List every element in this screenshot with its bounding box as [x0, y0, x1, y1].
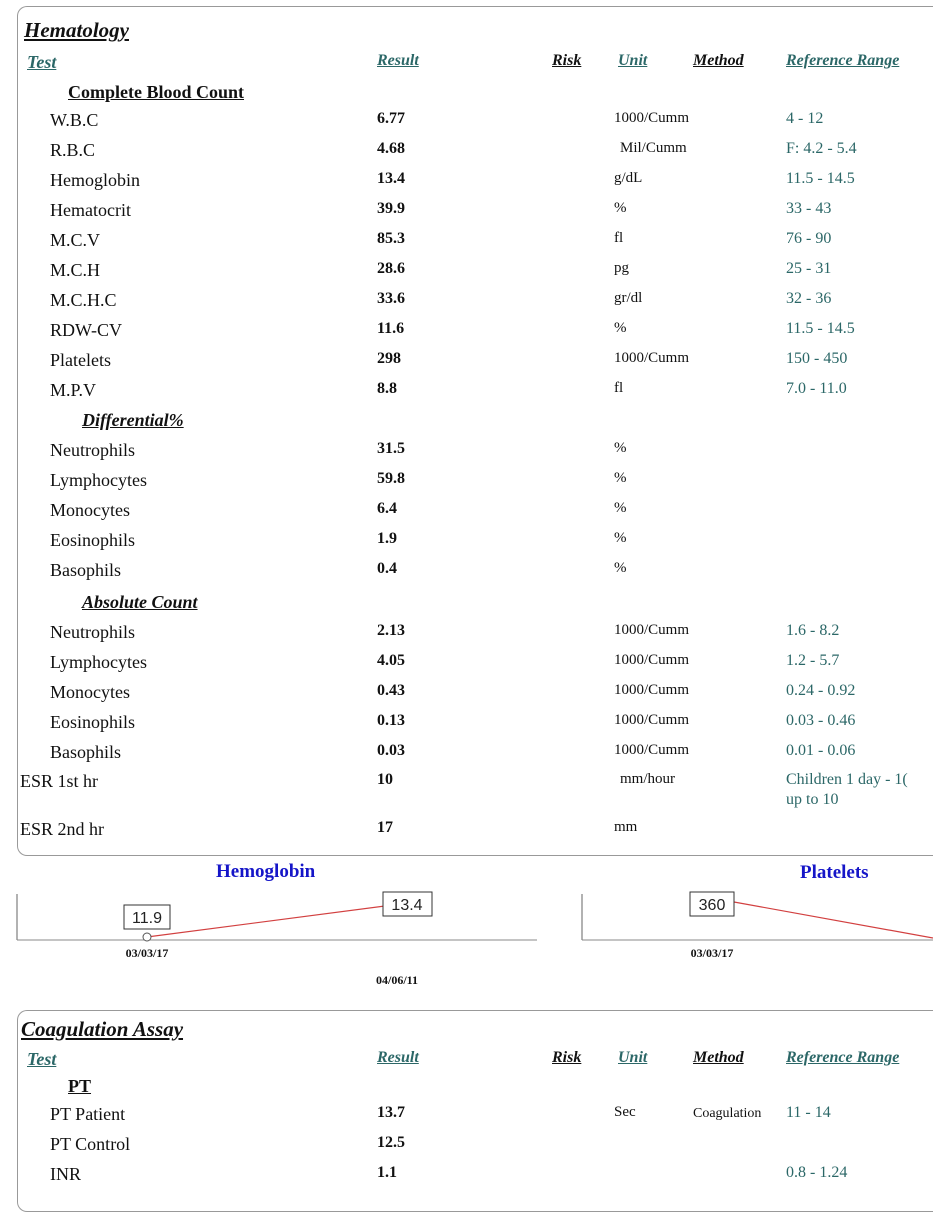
unit: gr/dl: [614, 290, 643, 306]
unit: %: [614, 530, 627, 546]
header-result: Result: [377, 52, 419, 69]
result-value: 4.68: [377, 140, 405, 157]
result-value: 8.8: [377, 380, 397, 397]
unit: %: [614, 200, 627, 216]
reference-range: 0.8 - 1.24: [786, 1164, 848, 1181]
unit: pg: [614, 260, 629, 276]
reference-range: 7.0 - 11.0: [786, 380, 847, 397]
unit: fl: [614, 380, 624, 396]
unit: 1000/Cumm: [614, 350, 690, 366]
table-row: [0, 819, 933, 849]
test-name: Neutrophils: [50, 622, 135, 642]
table-row: [0, 530, 933, 560]
result-value: 31.5: [377, 440, 405, 457]
reference-range: 33 - 43: [786, 200, 832, 217]
test-name: W.B.C: [50, 110, 99, 130]
table-row: [0, 470, 933, 500]
result-value: 17: [377, 819, 393, 836]
result-value: 12.5: [377, 1134, 405, 1151]
platelets-date-label: 03/03/17: [690, 946, 734, 960]
result-value: 85.3: [377, 230, 405, 247]
table-row: [0, 742, 933, 772]
test-name: M.C.H: [50, 260, 101, 280]
test-name: M.C.H.C: [50, 290, 117, 310]
unit: Mil/Cumm: [620, 140, 687, 156]
hemoglobin-value-label: 11.9: [132, 910, 162, 927]
table-row: [0, 110, 933, 140]
result-value: 4.05: [377, 652, 405, 669]
table-row: [0, 1164, 933, 1194]
unit: %: [614, 560, 627, 576]
reference-range: F: 4.2 - 5.4: [786, 140, 857, 157]
test-name: Lymphocytes: [50, 652, 147, 672]
hemoglobin-trend-title: Hemoglobin: [216, 861, 316, 882]
test-name: Monocytes: [50, 682, 130, 702]
reference-range: 11.5 - 14.5: [786, 320, 855, 337]
reference-range: 0.24 - 0.92: [786, 682, 856, 699]
result-value: 0.13: [377, 712, 405, 729]
test-name: PT Patient: [50, 1104, 126, 1124]
result-value: 298: [377, 350, 401, 367]
unit: 1000/Cumm: [614, 742, 690, 758]
coag-header-result: Result: [377, 1049, 419, 1066]
group-pt: PT: [68, 1076, 92, 1096]
test-name: Eosinophils: [50, 712, 136, 732]
table-row: [0, 170, 933, 200]
test-name: RDW-CV: [50, 320, 122, 340]
result-value: 1.1: [377, 1164, 397, 1181]
result-value: 0.03: [377, 742, 405, 759]
header-risk: Risk: [552, 52, 582, 69]
hemoglobin-date-label: 04/06/11: [375, 973, 419, 987]
unit: 1000/Cumm: [614, 652, 690, 668]
hemoglobin-date-label: 03/03/17: [125, 946, 169, 960]
table-row: [0, 712, 933, 742]
test-name: Hemoglobin: [50, 170, 140, 190]
result-value: 11.6: [377, 320, 405, 337]
reference-range: 11.5 - 14.5: [786, 170, 855, 187]
test-name: Monocytes: [50, 500, 130, 520]
reference-range: 4 - 12: [786, 110, 824, 127]
header-method: Method: [693, 52, 744, 69]
coag-header-risk: Risk: [552, 1049, 582, 1066]
test-name: ESR 2nd hr: [20, 819, 105, 839]
reference-range: 32 - 36: [786, 290, 832, 307]
unit: %: [614, 470, 627, 486]
reference-range: 25 - 31: [786, 260, 832, 277]
reference-range: 11 - 14: [786, 1104, 831, 1121]
test-name: Platelets: [50, 350, 111, 370]
header-reference-range: Reference Range: [786, 52, 900, 69]
group-absolute-count: Absolute Count: [82, 592, 198, 612]
result-value: 59.8: [377, 470, 405, 487]
table-row: [0, 200, 933, 230]
unit: 1000/Cumm: [614, 622, 690, 638]
coag-header-reference-range: Reference Range: [786, 1049, 900, 1066]
coag-header-method: Method: [693, 1049, 744, 1066]
reference-range: 0.01 - 0.06: [786, 742, 856, 759]
result-value: 0.43: [377, 682, 405, 699]
result-value: 0.4: [377, 560, 397, 577]
group-differential: Differential%: [82, 410, 184, 430]
table-row: [0, 652, 933, 682]
coag-header-test: Test: [27, 1049, 57, 1069]
unit: %: [614, 500, 627, 516]
reference-range: Children 1 day - 1(: [786, 771, 908, 788]
unit: %: [614, 320, 627, 336]
result-value: 10: [377, 771, 393, 788]
hemoglobin-trend-line: [147, 903, 408, 937]
result-value: 39.9: [377, 200, 405, 217]
test-name: Basophils: [50, 742, 122, 762]
table-row: [0, 230, 933, 260]
table-row: [0, 290, 933, 320]
table-row: [0, 1134, 933, 1164]
unit: g/dL: [614, 170, 643, 186]
platelets-trend-title: Platelets: [800, 862, 869, 883]
table-row: [0, 682, 933, 712]
table-row: [0, 350, 933, 380]
hemoglobin-value-label: 13.4: [391, 897, 423, 914]
test-name: Hematocrit: [50, 200, 131, 220]
table-row: [0, 771, 933, 815]
reference-range: 1.6 - 8.2: [786, 622, 840, 639]
result-value: 33.6: [377, 290, 405, 307]
reference-range: 76 - 90: [786, 230, 832, 247]
unit: %: [614, 440, 627, 456]
reference-range: 150 - 450: [786, 350, 848, 367]
table-row: [0, 320, 933, 350]
reference-range: 0.03 - 0.46: [786, 712, 856, 729]
unit: mm/hour: [620, 771, 675, 787]
hematology-title: Hematology: [24, 18, 129, 42]
header-unit: Unit: [618, 52, 648, 69]
table-row: [0, 260, 933, 290]
test-name: INR: [50, 1164, 81, 1184]
reference-range: 1.2 - 5.7: [786, 652, 840, 669]
table-row: [0, 500, 933, 530]
test-name: Lymphocytes: [50, 470, 147, 490]
result-value: 6.77: [377, 110, 405, 127]
unit: Sec: [614, 1104, 636, 1120]
test-name: Eosinophils: [50, 530, 136, 550]
result-value: 6.4: [377, 500, 397, 517]
header-test: Test: [27, 52, 57, 72]
result-value: 28.6: [377, 260, 405, 277]
test-name: Neutrophils: [50, 440, 135, 460]
unit: 1000/Cumm: [614, 682, 690, 698]
result-value: 13.7: [377, 1104, 405, 1121]
reference-range: up to 10: [786, 791, 839, 808]
test-name: M.P.V: [50, 380, 97, 400]
table-row: [0, 622, 933, 652]
platelets-value-label: 360: [698, 897, 726, 914]
unit: 1000/Cumm: [614, 110, 690, 126]
coag-header-unit: Unit: [618, 1049, 648, 1066]
unit: mm: [614, 819, 638, 835]
trend-charts: [0, 880, 933, 990]
unit: 1000/Cumm: [614, 712, 690, 728]
coagulation-title: Coagulation Assay: [21, 1017, 184, 1041]
method: Coagulation: [693, 1106, 762, 1121]
table-row: [0, 1104, 933, 1134]
test-name: R.B.C: [50, 140, 96, 160]
test-name: M.C.V: [50, 230, 101, 250]
group-complete-blood-count: Complete Blood Count: [68, 82, 245, 102]
table-row: [0, 440, 933, 470]
result-value: 1.9: [377, 530, 397, 547]
test-name: PT Control: [50, 1134, 131, 1154]
unit: fl: [614, 230, 624, 246]
hemoglobin-data-point: [143, 933, 151, 941]
platelets-trend-line: [734, 902, 933, 938]
table-row: [0, 560, 933, 590]
test-name: Basophils: [50, 560, 122, 580]
result-value: 13.4: [377, 170, 405, 187]
test-name: ESR 1st hr: [20, 771, 99, 791]
result-value: 2.13: [377, 622, 405, 639]
table-row: [0, 140, 933, 170]
table-row: [0, 380, 933, 410]
